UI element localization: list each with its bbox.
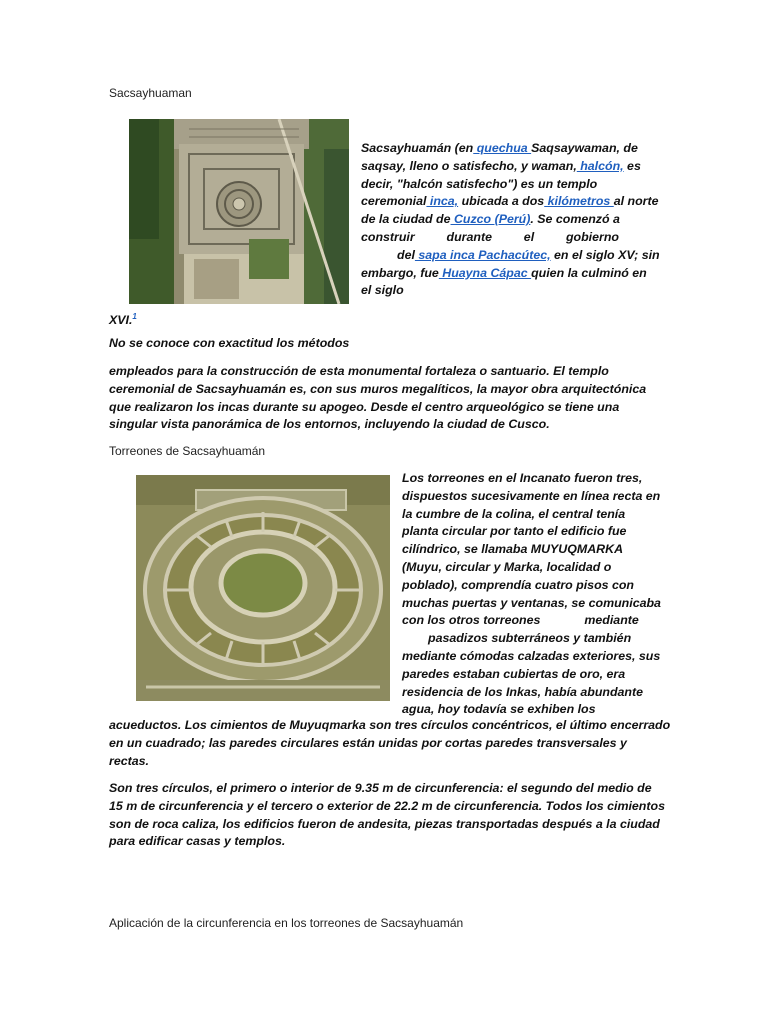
intro-line-9: el siglo <box>361 283 404 298</box>
towers-line: mediante cómodas calzadas exteriores, sus <box>402 648 661 663</box>
towers-line: muchas puertas y ventanas, se comunicaba <box>402 595 661 610</box>
intro-line-6: construir durante el gobierno <box>361 229 619 244</box>
paragraph-2-line: ceremonial de Sacsayhuamán es, con sus muros megalíticos, la mayor obra arquitectónica <box>109 381 647 396</box>
towers-line: dispuestos sucesivamente en línea recta en <box>402 488 661 503</box>
paragraph-3-line: rectas. <box>109 753 149 768</box>
final-heading: Aplicación de la circunferencia en los torreones de Sacsayhuamán <box>109 916 464 930</box>
towers-paragraph <box>402 470 662 719</box>
towers-line: cilíndrico, se llamaba MUYUQMARKA <box>402 542 624 557</box>
intro-paragraph <box>361 140 660 300</box>
link-quechua[interactable]: quechua <box>473 141 532 155</box>
paragraph-2-line: singular vista panorámica de los entornos, incluyendo la ciudad de Cusco. <box>109 417 550 432</box>
paragraph-2-line: que realizaron los incas durante su apogeo. Desde el centro arqueológico se tiene una <box>109 399 620 414</box>
page-title: Sacsayhuaman <box>109 86 192 100</box>
aerial-photo <box>129 119 349 304</box>
link-pachacutec[interactable]: sapa inca Pachacútec, <box>414 247 551 262</box>
section-subtitle: Torreones de Sacsayhuamán <box>109 444 266 458</box>
towers-line-9: con los otros torreones mediante <box>402 613 639 628</box>
intro-line-4: ceremonial inca, ubicada a dos kilómetros al norte <box>361 194 659 209</box>
intro-line-2: saqsay, lleno o satisfecho, y waman, halcón, es <box>361 158 641 173</box>
paragraph-3-line: en un cuadrado; las paredes circulares están unidas por cortas paredes transversales y <box>109 735 627 750</box>
towers-line: agua, hoy todavía se exhiben los <box>402 702 596 717</box>
paragraph-3-line: acueductos. Los cimientos de Muyuqmarka son tres círculos concéntricos, el último encerrado <box>109 718 671 732</box>
paragraph-4-line: Son tres círculos, el primero o interior de 9.35 m de circunferencia: el segundo del medio de <box>109 781 652 795</box>
towers-line: Los torreones en el Incanato fueron tres, <box>402 471 643 485</box>
link-halcon[interactable]: halcón, <box>576 158 624 173</box>
intro-line-3: decir, "halcón satisfecho") es un templo <box>361 176 598 191</box>
towers-line: residencia de los Inkas, había abundante <box>402 684 644 699</box>
paragraph-2-line: empleados para la construcción de esta monumental fortaleza o santuario. El templo <box>109 364 609 378</box>
towers-line: poblado), comprendía cuatro pisos con <box>402 577 635 592</box>
paragraph-3 <box>109 717 669 770</box>
towers-line: planta circular por tanto el edificio fue <box>402 524 627 539</box>
intro-line-1: Sacsayhuamán (en quechua Saqsaywaman, de <box>361 141 638 155</box>
towers-line: paredes estaban cubiertas de oro, era <box>402 666 626 681</box>
intro-line-8: embargo, fue Huayna Cápac quien la culminó en <box>361 265 647 280</box>
towers-line: (Muyu, circular y Marka, localidad o <box>402 559 612 574</box>
towers-photo <box>136 475 390 701</box>
xvi-line: XVI.$^1$ <box>109 312 137 328</box>
link-inca[interactable]: inca, <box>426 194 459 209</box>
footnote-ref[interactable]: 1 <box>132 312 137 321</box>
paragraph-4-line: 15 m de circunferencia y el tercero o exterior de 22.2 m de circunferencia. Todos los cimientos <box>109 798 665 813</box>
towers-line-10: pasadizos subterráneos y también <box>428 631 632 646</box>
link-kilometros[interactable]: kilómetros <box>544 194 614 209</box>
paragraph-2 <box>109 363 669 434</box>
link-cuzco[interactable]: Cuzco (Perú) <box>450 212 531 227</box>
intro-line-5: de la ciudad de Cuzco (Perú). Se comenzó a <box>361 212 620 227</box>
link-huayna-capac[interactable]: Huayna Cápac <box>438 265 532 280</box>
paragraph-4 <box>109 780 669 851</box>
aerial-photo-image <box>129 119 349 304</box>
towers-photo-image <box>136 475 390 701</box>
paragraph-4-line: son de roca caliza, los edificios fueron de andesita, piezas transportadas después a la ciudad <box>109 816 660 831</box>
intro-line-7: del sapa inca Pachacútec, en el siglo XV; sin <box>397 247 660 262</box>
towers-line: la cumbre de la colina, el central tenía <box>402 506 626 521</box>
methods-line: No se conoce con exactitud los métodos <box>109 336 350 350</box>
paragraph-4-line: para edificar casas y templos. <box>109 834 286 849</box>
